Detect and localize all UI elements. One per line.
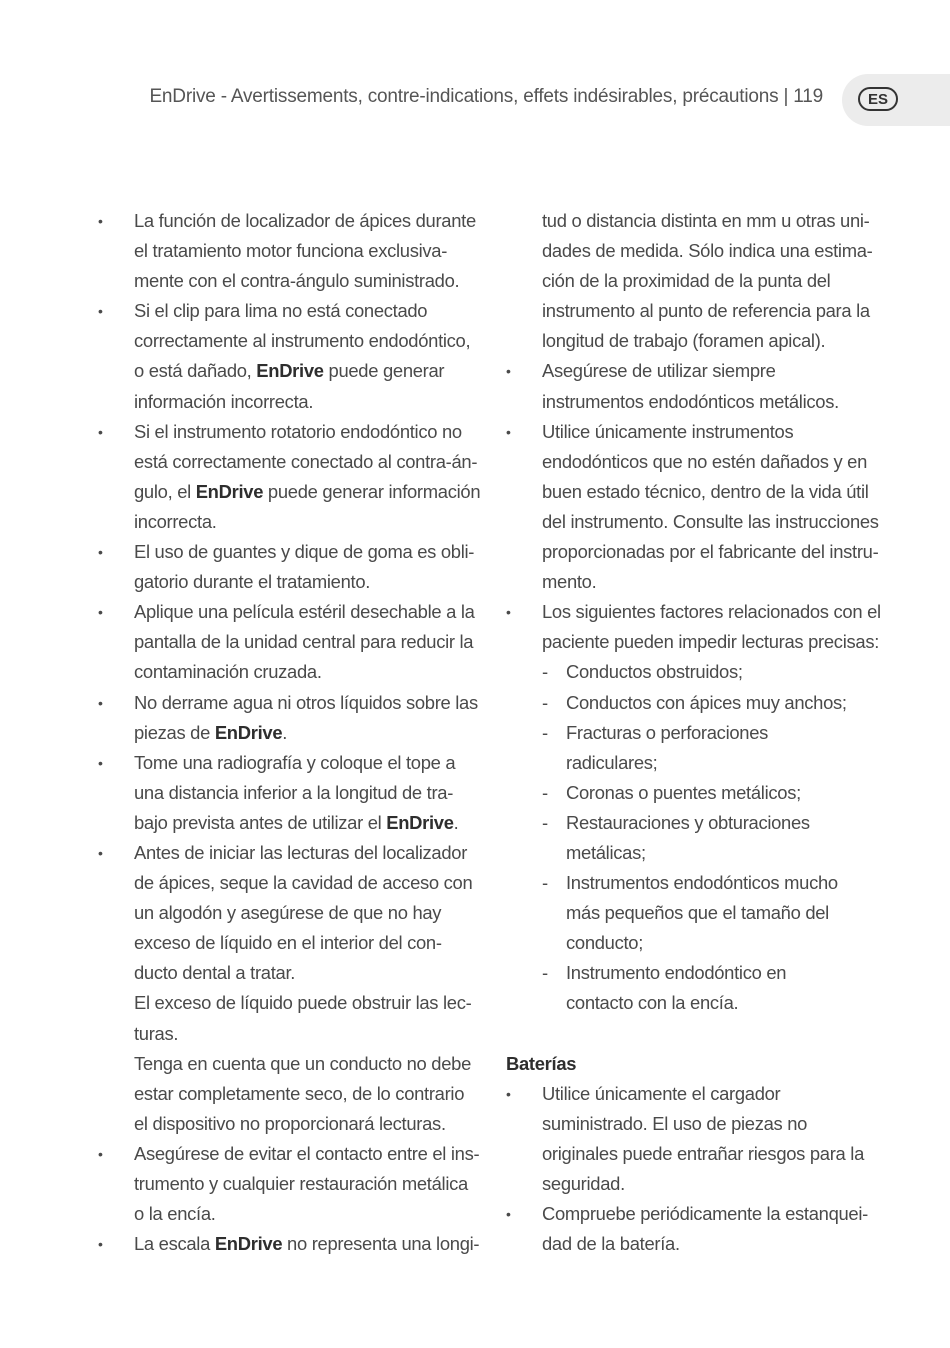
text-segment: incorrecta.: [134, 510, 217, 532]
text-segment: estar completamente seco, de lo contrario: [134, 1082, 465, 1104]
text-segment: puede generar información: [263, 480, 481, 502]
bullet-marker: •: [98, 754, 103, 771]
text-line: Asegúrese de utilizar siempre: [542, 360, 776, 382]
text-line: Coronas o puentes metálicos;: [566, 781, 801, 803]
dash-marker: -: [542, 661, 548, 683]
right-bullet-list: [506, 356, 886, 657]
text-segment: correctamente al instrumento endodóntico,: [134, 330, 471, 352]
text-line: [134, 417, 478, 447]
text-line: [134, 838, 478, 868]
text-line: [134, 597, 478, 627]
text-line: [134, 868, 478, 898]
text-segment: gulo, el: [134, 480, 196, 502]
text-line: Utilice únicamente el cargador: [542, 1082, 781, 1104]
language-badge: ES: [858, 87, 898, 111]
bullet-marker: •: [98, 213, 103, 229]
bullet-item: [98, 537, 478, 597]
text-line: Conductos obstruidos;: [566, 661, 743, 683]
factor-item: [506, 657, 886, 687]
text-line: buen estado técnico, dentro de la vida útil: [542, 480, 869, 502]
text-line: Conductos con ápices muy anchos;: [566, 691, 847, 713]
text-line: [134, 296, 478, 326]
text-segment: El uso de guantes y dique de goma es obli-: [134, 541, 475, 563]
text-line: [134, 236, 478, 266]
bullet-marker: •: [506, 423, 511, 440]
brand-name: EnDrive: [195, 480, 264, 502]
factor-item: [506, 718, 886, 778]
bullet-item: [98, 417, 481, 537]
text-line: [134, 477, 481, 507]
text-segment: no representa una longi-: [282, 1233, 480, 1255]
text-line: [134, 748, 478, 778]
text-segment: Si el instrumento rotatorio endodóntico no: [134, 420, 462, 442]
dash-marker: -: [542, 962, 548, 984]
bullet-item: [506, 597, 886, 657]
bullet-item: [98, 838, 478, 1139]
text-line: más pequeños que el tamaño del: [566, 902, 829, 924]
factor-item: [506, 778, 886, 808]
text-line: mento.: [542, 571, 597, 593]
text-line: [134, 206, 478, 236]
bullet-marker: •: [98, 1236, 103, 1253]
bullet-item: [98, 206, 478, 296]
bullet-marker: •: [98, 694, 103, 711]
text-segment: .: [282, 721, 288, 743]
brand-name: EnDrive: [256, 360, 324, 382]
text-line: ción de la proximidad de la punta del: [542, 270, 831, 292]
text-segment: La función de localizador de ápices durante: [134, 210, 476, 231]
bullet-marker: •: [98, 544, 103, 561]
left-bullet-list: [98, 206, 481, 1259]
text-segment: bajo prevista antes de utilizar el: [134, 811, 387, 833]
text-segment: una distancia inferior a la longitud de tra-: [134, 781, 454, 803]
text-line: [134, 958, 478, 988]
text-segment: Aplique una película estéril desechable a la: [134, 601, 475, 623]
dash-marker: -: [542, 781, 548, 803]
text-line: endodónticos que no estén dañados y en: [542, 450, 868, 472]
text-segment: piezas de: [134, 721, 215, 743]
dash-marker: -: [542, 721, 548, 743]
text-line: [134, 808, 478, 838]
factor-item: [506, 868, 886, 958]
bullet-marker: •: [506, 363, 511, 380]
text-line: conducto;: [566, 932, 644, 954]
text-line: paciente pueden impedir lecturas precisas:: [542, 631, 880, 653]
text-line: tud o distancia distinta en mm u otras uni-: [542, 210, 870, 231]
text-segment: Antes de iniciar las lecturas del localizador: [134, 841, 468, 863]
text-line: Instrumentos endodónticos mucho: [566, 872, 838, 894]
bullet-marker: •: [98, 1145, 103, 1162]
text-line: [134, 928, 478, 958]
text-segment: No derrame agua ni otros líquidos sobre las: [134, 691, 478, 713]
text-segment: o está dañado,: [134, 360, 257, 382]
text-segment: El exceso de líquido puede obstruir las lec-: [134, 992, 472, 1014]
text-line: [134, 1199, 478, 1229]
text-segment: Asegúrese de evitar el contacto entre el ins-: [134, 1142, 480, 1164]
text-segment: puede generar: [323, 360, 445, 382]
factor-item: [506, 688, 886, 718]
page-header: EnDrive - Avertissements, contre-indications, effets indésirables, précautions | 119: [149, 86, 823, 107]
text-segment: Tenga en cuenta que un conducto no debe: [134, 1052, 471, 1074]
text-line: [134, 537, 478, 567]
text-line: [134, 688, 478, 718]
text-line: metálicas;: [566, 841, 646, 863]
text-segment: ducto dental a tratar.: [134, 962, 296, 984]
text-line: del instrumento. Consulte las instrucciones: [542, 510, 879, 532]
text-segment: está correctamente conectado al contra-án-: [134, 450, 478, 472]
brand-name: EnDrive: [214, 1233, 283, 1255]
continued-text: [506, 206, 886, 356]
text-line: [134, 1049, 478, 1079]
text-segment: exceso de líquido en el interior del con-: [134, 932, 442, 954]
bullet-item: [98, 748, 478, 838]
text-line: [134, 1169, 478, 1199]
brand-name: EnDrive: [214, 721, 283, 743]
text-segment: gatorio durante el tratamiento.: [134, 571, 371, 593]
text-line: [134, 447, 478, 477]
text-segment: un algodón y asegúrese de que no hay: [134, 902, 442, 924]
text-segment: Si el clip para lima no está conectado: [134, 300, 428, 322]
text-line: Fracturas o perforaciones: [566, 721, 769, 743]
brand-name: EnDrive: [386, 811, 454, 833]
text-line: [134, 326, 478, 356]
text-line: seguridad.: [542, 1172, 625, 1194]
bullet-item: [98, 597, 478, 687]
text-segment: información incorrecta.: [134, 390, 314, 412]
text-line: [134, 1139, 478, 1169]
text-line: Los siguientes factores relacionados con el: [542, 601, 881, 623]
text-line: instrumentos endodónticos metálicos.: [542, 390, 839, 412]
text-line: dades de medida. Sólo indica una estima-: [542, 240, 873, 262]
bullet-marker: •: [98, 604, 103, 621]
text-segment: contaminación cruzada.: [134, 661, 322, 683]
text-line: [134, 567, 478, 597]
text-line: [134, 657, 478, 687]
text-line: [134, 507, 478, 537]
text-segment: el tratamiento motor funciona exclusiva-: [134, 240, 448, 262]
text-line: contacto con la encía.: [566, 992, 739, 1014]
text-segment: Tome una radiografía y coloque el tope a: [134, 751, 456, 773]
text-line: [134, 1019, 478, 1049]
dash-marker: -: [542, 811, 548, 833]
factor-sublist: [506, 657, 886, 1018]
text-segment: mente con el contra-ángulo suministrado.: [134, 270, 460, 292]
bullet-item: [506, 417, 886, 598]
bullet-item: [506, 1199, 886, 1259]
text-line: dad de la batería.: [542, 1233, 680, 1255]
factor-item: [506, 958, 886, 1018]
text-line: [134, 1109, 478, 1139]
text-segment: pantalla de la unidad central para reducir la: [134, 631, 474, 653]
text-line: [134, 988, 478, 1018]
text-line: Instrumento endodóntico en: [566, 962, 787, 984]
text-line: [134, 1229, 478, 1259]
text-line: originales puede entrañar riesgos para la: [542, 1142, 865, 1164]
text-segment: turas.: [134, 1022, 179, 1044]
text-line: Utilice únicamente instrumentos: [542, 420, 794, 442]
text-segment: el dispositivo no proporcionará lecturas.: [134, 1112, 446, 1134]
bullet-marker: •: [98, 303, 103, 320]
text-line: [134, 627, 478, 657]
bullet-marker: •: [98, 844, 103, 861]
dash-marker: -: [542, 691, 548, 713]
bullet-item: [98, 688, 478, 748]
text-line: Restauraciones y obturaciones: [566, 811, 810, 833]
text-line: suministrado. El uso de piezas no: [542, 1112, 808, 1134]
text-line: [134, 387, 478, 417]
text-line: [134, 266, 478, 296]
text-segment: o la encía.: [134, 1203, 216, 1225]
text-line: [134, 356, 478, 386]
text-line: proporcionadas por el fabricante del instru-: [542, 541, 879, 563]
text-line: radiculares;: [566, 751, 658, 773]
text-line: [134, 898, 478, 928]
text-line: longitud de trabajo (foramen apical).: [542, 330, 826, 352]
bullet-marker: •: [98, 423, 103, 440]
text-line: [134, 1079, 478, 1109]
bullet-item: [98, 1229, 478, 1259]
bullet-marker: •: [506, 1085, 511, 1102]
right-column: [506, 206, 886, 1259]
text-line: instrumento al punto de referencia para la: [542, 300, 870, 322]
text-segment: .: [453, 811, 459, 833]
bullet-item: [506, 1079, 886, 1199]
battery-bullet-list: [506, 1079, 886, 1260]
section-heading: Baterías: [506, 1052, 577, 1074]
factor-item: [506, 808, 886, 868]
text-segment: de ápices, seque la cavidad de acceso con: [134, 872, 473, 894]
dash-marker: -: [542, 872, 548, 894]
bullet-item: [98, 296, 478, 416]
text-segment: trumento y cualquier restauración metálica: [134, 1173, 468, 1194]
text-segment: La escala: [134, 1233, 215, 1255]
bullet-marker: •: [506, 1206, 511, 1222]
bullet-marker: •: [506, 604, 511, 621]
text-line: [134, 718, 478, 748]
left-column: [98, 206, 481, 1259]
text-line: [134, 778, 478, 808]
bullet-item: [506, 356, 886, 416]
bullet-item: [98, 1139, 478, 1229]
text-line: Compruebe periódicamente la estanquei-: [542, 1203, 868, 1224]
